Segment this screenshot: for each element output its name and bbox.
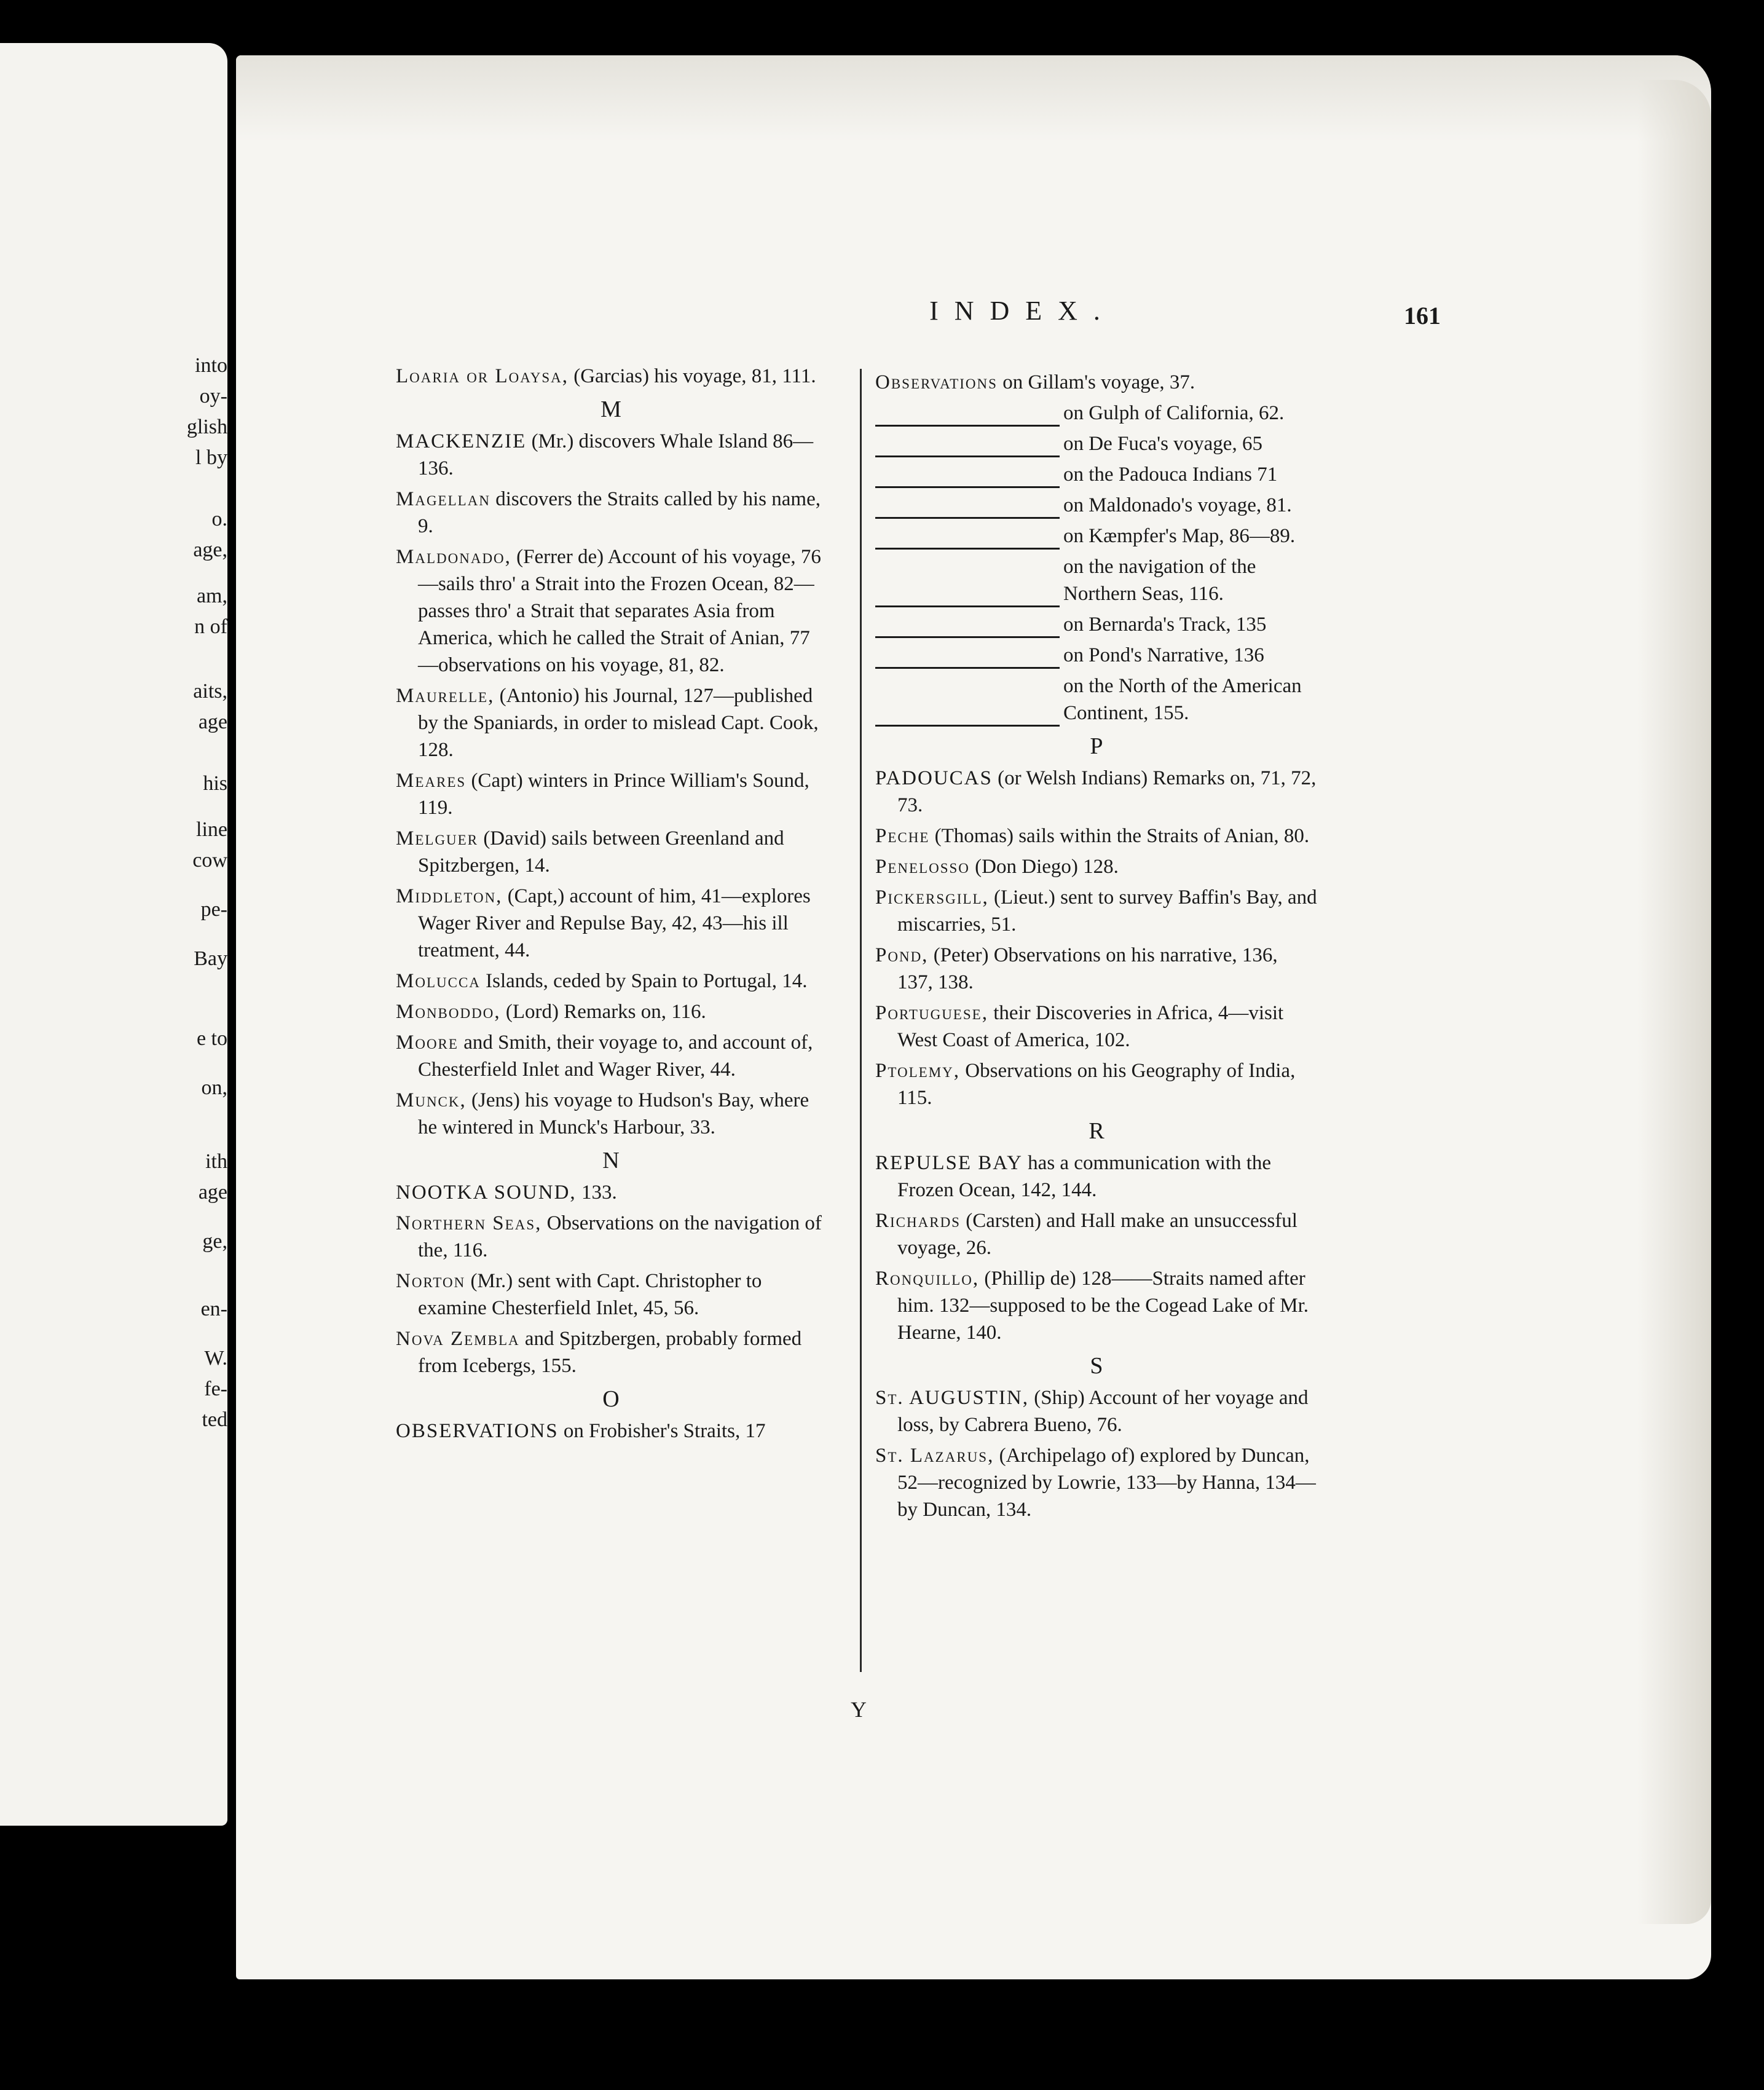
facing-page-fragment: Bay: [194, 947, 227, 970]
index-entry-text: (Carsten) and Hall make an unsuccessful voyage, 26.: [897, 1210, 1297, 1259]
facing-page-fragment: on,: [201, 1076, 227, 1099]
index-entry-text: (Ship) Account of her voyage and loss, by Cabrera Bueno, 76.: [897, 1387, 1309, 1436]
index-entry-heading: Monboddo,: [396, 1001, 501, 1023]
index-entry-text: on Pond's Narrative, 136: [1063, 644, 1264, 666]
facing-page-fragment: fe-: [204, 1378, 227, 1400]
index-entry-heading: Penelosso: [875, 856, 970, 878]
index-entry-heading: Magellan: [396, 488, 490, 510]
index-entry-text: Observations on the navigation of the, 116.: [418, 1212, 822, 1261]
index-entry-heading: Munck,: [396, 1089, 467, 1111]
facing-page-fragment: ge,: [202, 1230, 227, 1253]
index-entry-text: on the North of the American Continent, 155.: [1063, 675, 1302, 724]
facing-page-fragment: line: [196, 818, 227, 841]
facing-page-fragment: W.: [204, 1347, 227, 1370]
index-entry-text: (Capt,) account of him, 41—explores Wager River and Repulse Bay, 42, 43—his ill treatment, 44.: [418, 885, 811, 961]
index-entry: [396, 767, 826, 821]
index-entry: [396, 825, 826, 879]
ditto-dash: [875, 653, 1060, 669]
index-entry-heading: Pond,: [875, 944, 929, 966]
index-entry-text: and Smith, their voyage to, and account of, Chesterfield Inlet and Wager River, 44.: [418, 1031, 813, 1081]
index-entry-heading: NOOTKA SOUND,: [396, 1181, 577, 1204]
index-entry: [875, 1265, 1318, 1346]
index-page: [236, 55, 1711, 1979]
index-entry: [396, 1087, 826, 1141]
index-entry-text: discovers the Straits called by his name, 9.: [418, 488, 821, 537]
index-entry-text: on Maldonado's voyage, 81.: [1063, 494, 1292, 516]
index-entry-text: on Kæmpfer's Map, 86—89.: [1063, 525, 1296, 547]
index-entry: [396, 1418, 826, 1445]
index-entry: [875, 884, 1318, 938]
index-entry-heading: Maldonado,: [396, 546, 511, 568]
index-entry-heading: Richards: [875, 1210, 961, 1232]
facing-page: [0, 43, 227, 1826]
index-entry: [875, 1150, 1318, 1204]
index-entry: [875, 369, 1318, 396]
ditto-dash: [875, 411, 1060, 427]
index-entry-heading: Pickersgill,: [875, 886, 989, 909]
index-entry-text: (Ferrer de) Account of his voyage, 76—sails thro' a Strait into the Frozen Ocean, 82—passes thro' a Strait that separates Asia from America, which he called the Strait of Anian, 77—observations on his voyage, 81, 82.: [418, 546, 821, 676]
index-ditto-entry: [875, 461, 1318, 488]
index-entry-text: has a communication with the Frozen Ocean, 142, 144.: [897, 1152, 1272, 1201]
index-entry: [875, 1057, 1318, 1111]
facing-page-fragment: en-: [200, 1298, 227, 1320]
index-entry-heading: Ptolemy,: [875, 1060, 961, 1082]
index-entry-heading: Middleton,: [396, 885, 503, 907]
index-entry-text: and Spitzbergen, probably formed from Icebergs, 155.: [418, 1328, 802, 1377]
index-entry-heading: MACKENZIE: [396, 430, 527, 452]
index-entry-text: (Don Diego) 128.: [969, 856, 1119, 878]
ditto-dash: [875, 623, 1060, 638]
index-ditto-entry: [875, 400, 1318, 427]
index-entry-heading: Moore: [396, 1031, 459, 1054]
index-ditto-entry: [875, 672, 1318, 727]
index-entry-text: (Mr.) sent with Capt. Christopher to examine Chesterfield Inlet, 45, 56.: [418, 1270, 762, 1319]
index-letter-heading: P: [1090, 733, 1103, 759]
index-entry-text: on Gillam's voyage, 37.: [997, 371, 1195, 393]
ditto-dash: [875, 592, 1060, 607]
facing-page-fragment: pe-: [200, 898, 227, 921]
ditto-dash: [875, 711, 1060, 727]
index-ditto-entry: [875, 492, 1318, 519]
index-entry-heading: Northern Seas,: [396, 1212, 542, 1234]
index-entry-text: on Frobisher's Straits, 17: [558, 1420, 766, 1442]
index-entry-text: (Garcias) his voyage, 81, 111.: [568, 365, 816, 387]
index-ditto-entry: [875, 642, 1318, 669]
index-entry: [396, 543, 826, 679]
index-entry-heading: REPULSE BAY: [875, 1152, 1023, 1174]
index-entry-text: on the navigation of the Northern Seas, 116.: [1063, 556, 1256, 605]
index-entry: [875, 822, 1318, 850]
facing-page-fragment: ith: [205, 1150, 227, 1173]
index-entry: [875, 942, 1318, 996]
index-entry-text: (David) sails between Greenland and Spitzbergen, 14.: [418, 827, 784, 877]
column-rule: [860, 369, 862, 1672]
index-entry: [875, 765, 1318, 819]
index-entry-text: on Bernarda's Track, 135: [1063, 613, 1267, 636]
index-entry: [396, 1210, 826, 1264]
index-entry-text: (Lieut.) sent to survey Baffin's Bay, and miscarries, 51.: [897, 886, 1317, 936]
index-entry-heading: Meares: [396, 770, 467, 792]
facing-page-fragment: e to: [196, 1027, 227, 1050]
index-entry-heading: Molucca: [396, 970, 481, 992]
page-top-edge: [236, 55, 1711, 141]
index-entry: [396, 682, 826, 763]
index-entry-heading: Peche: [875, 825, 930, 847]
index-entry-text: Islands, ceded by Spain to Portugal, 14.: [480, 970, 808, 992]
index-entry-heading: Portuguese,: [875, 1002, 988, 1024]
index-entry-heading: Loaria or Loaysa,: [396, 365, 569, 387]
index-entry-text: (or Welsh Indians) Remarks on, 71, 72, 73.: [897, 767, 1317, 816]
index-letter-heading: N: [602, 1148, 620, 1173]
index-entry-text: (Antonio) his Journal, 127—published by the Spaniards, in order to mislead Capt. Cook, 128.: [418, 685, 819, 761]
index-entry-heading: Norton: [396, 1270, 466, 1292]
index-letter-heading: M: [600, 396, 621, 422]
page-number: 161: [1404, 302, 1441, 329]
index-entry-heading: Ronquillo,: [875, 1268, 980, 1290]
facing-page-fragment: aits,: [193, 680, 227, 703]
index-entry-text: Observations on his Geography of India, 115.: [897, 1060, 1296, 1109]
ditto-dash: [875, 473, 1060, 488]
index-ditto-entry: [875, 430, 1318, 457]
index-entry-heading: Melguer: [396, 827, 479, 850]
ditto-dash: [875, 442, 1060, 457]
index-entry-text: 133.: [576, 1181, 617, 1204]
index-entry: [875, 1384, 1318, 1438]
index-entry-text: their Discoveries in Africa, 4—visit West Coast of America, 102.: [897, 1002, 1284, 1051]
index-entry: [875, 1000, 1318, 1054]
facing-page-fragment: cow: [192, 849, 227, 872]
facing-page-fragment: glish: [186, 416, 227, 438]
facing-page-fragment: age: [198, 711, 227, 733]
index-letter-heading: R: [1089, 1118, 1104, 1144]
index-entry: [396, 486, 826, 540]
index-entry-text: (Lord) Remarks on, 116.: [500, 1001, 706, 1023]
facing-page-fragment: into: [195, 354, 227, 377]
index-entry-heading: St. AUGUSTIN,: [875, 1387, 1029, 1409]
facing-page-fragment: age,: [193, 538, 227, 561]
ditto-dash: [875, 534, 1060, 550]
index-entry: [875, 1442, 1318, 1523]
index-entry-text: on De Fuca's voyage, 65: [1063, 433, 1262, 455]
facing-page-fragment: am,: [196, 585, 227, 607]
index-column-left: [396, 363, 826, 1448]
index-entry-text: (Capt) winters in Prince William's Sound, 119.: [418, 770, 809, 819]
index-entry-heading: St. Lazarus,: [875, 1445, 994, 1467]
index-entry-heading: Nova Zembla: [396, 1328, 520, 1350]
index-entry: [396, 1179, 826, 1206]
index-ditto-entry: [875, 522, 1318, 550]
index-entry-text: (Mr.) discovers Whale Island 86—136.: [418, 430, 814, 479]
running-head: INDEX.: [929, 296, 1116, 326]
index-entry-heading: Observations: [875, 371, 998, 393]
index-entry: [875, 1207, 1318, 1261]
index-entry: [875, 853, 1318, 880]
facing-page-fragment: his: [203, 772, 227, 795]
index-ditto-entry: [875, 611, 1318, 638]
index-entry: [396, 1268, 826, 1322]
index-entry: [396, 968, 826, 995]
facing-page-fragment: n of: [194, 615, 227, 638]
index-entry-text: on Gulph of California, 62.: [1063, 402, 1285, 424]
index-letter-heading: O: [602, 1386, 620, 1412]
index-column-right: [875, 369, 1318, 1527]
index-entry: [396, 428, 826, 482]
index-entry-heading: OBSERVATIONS: [396, 1420, 559, 1442]
index-entry-text: (Thomas) sails within the Straits of Anian, 80.: [929, 825, 1310, 847]
index-entry-text: (Jens) his voyage to Hudson's Bay, where he wintered in Munck's Harbour, 33.: [418, 1089, 809, 1138]
index-entry-text: (Archipelago of) explored by Duncan, 52—recognized by Lowrie, 133—by Hanna, 134—by Duncan, 134.: [897, 1445, 1316, 1521]
facing-page-fragment: ted: [202, 1408, 227, 1431]
ditto-dash: [875, 503, 1060, 519]
index-letter-heading: S: [1090, 1353, 1103, 1379]
facing-page-fragment: age: [198, 1181, 227, 1204]
index-entry: [396, 1029, 826, 1083]
index-entry: [396, 883, 826, 964]
index-entry-heading: Maurelle,: [396, 685, 495, 707]
index-ditto-entry: [875, 553, 1318, 607]
facing-page-fragment: oy-: [199, 385, 227, 408]
catchword: Y: [851, 1697, 867, 1722]
index-entry: [396, 1325, 826, 1379]
index-entry-text: (Phillip de) 128——Straits named after him. 132—supposed to be the Cogead Lake of Mr. Hearne, 140.: [897, 1268, 1309, 1344]
index-entry-text: (Peter) Observations on his narrative, 136, 137, 138.: [897, 944, 1278, 993]
book-gutter: [227, 43, 236, 1826]
facing-page-fragment: l by: [195, 446, 227, 469]
index-entry: [396, 998, 826, 1025]
page-right-edge: [1637, 80, 1711, 1924]
index-entry: [396, 363, 826, 390]
index-entry-heading: PADOUCAS: [875, 767, 993, 789]
facing-page-fragment: o.: [211, 508, 227, 530]
index-entry-text: on the Padouca Indians 71: [1063, 463, 1278, 486]
